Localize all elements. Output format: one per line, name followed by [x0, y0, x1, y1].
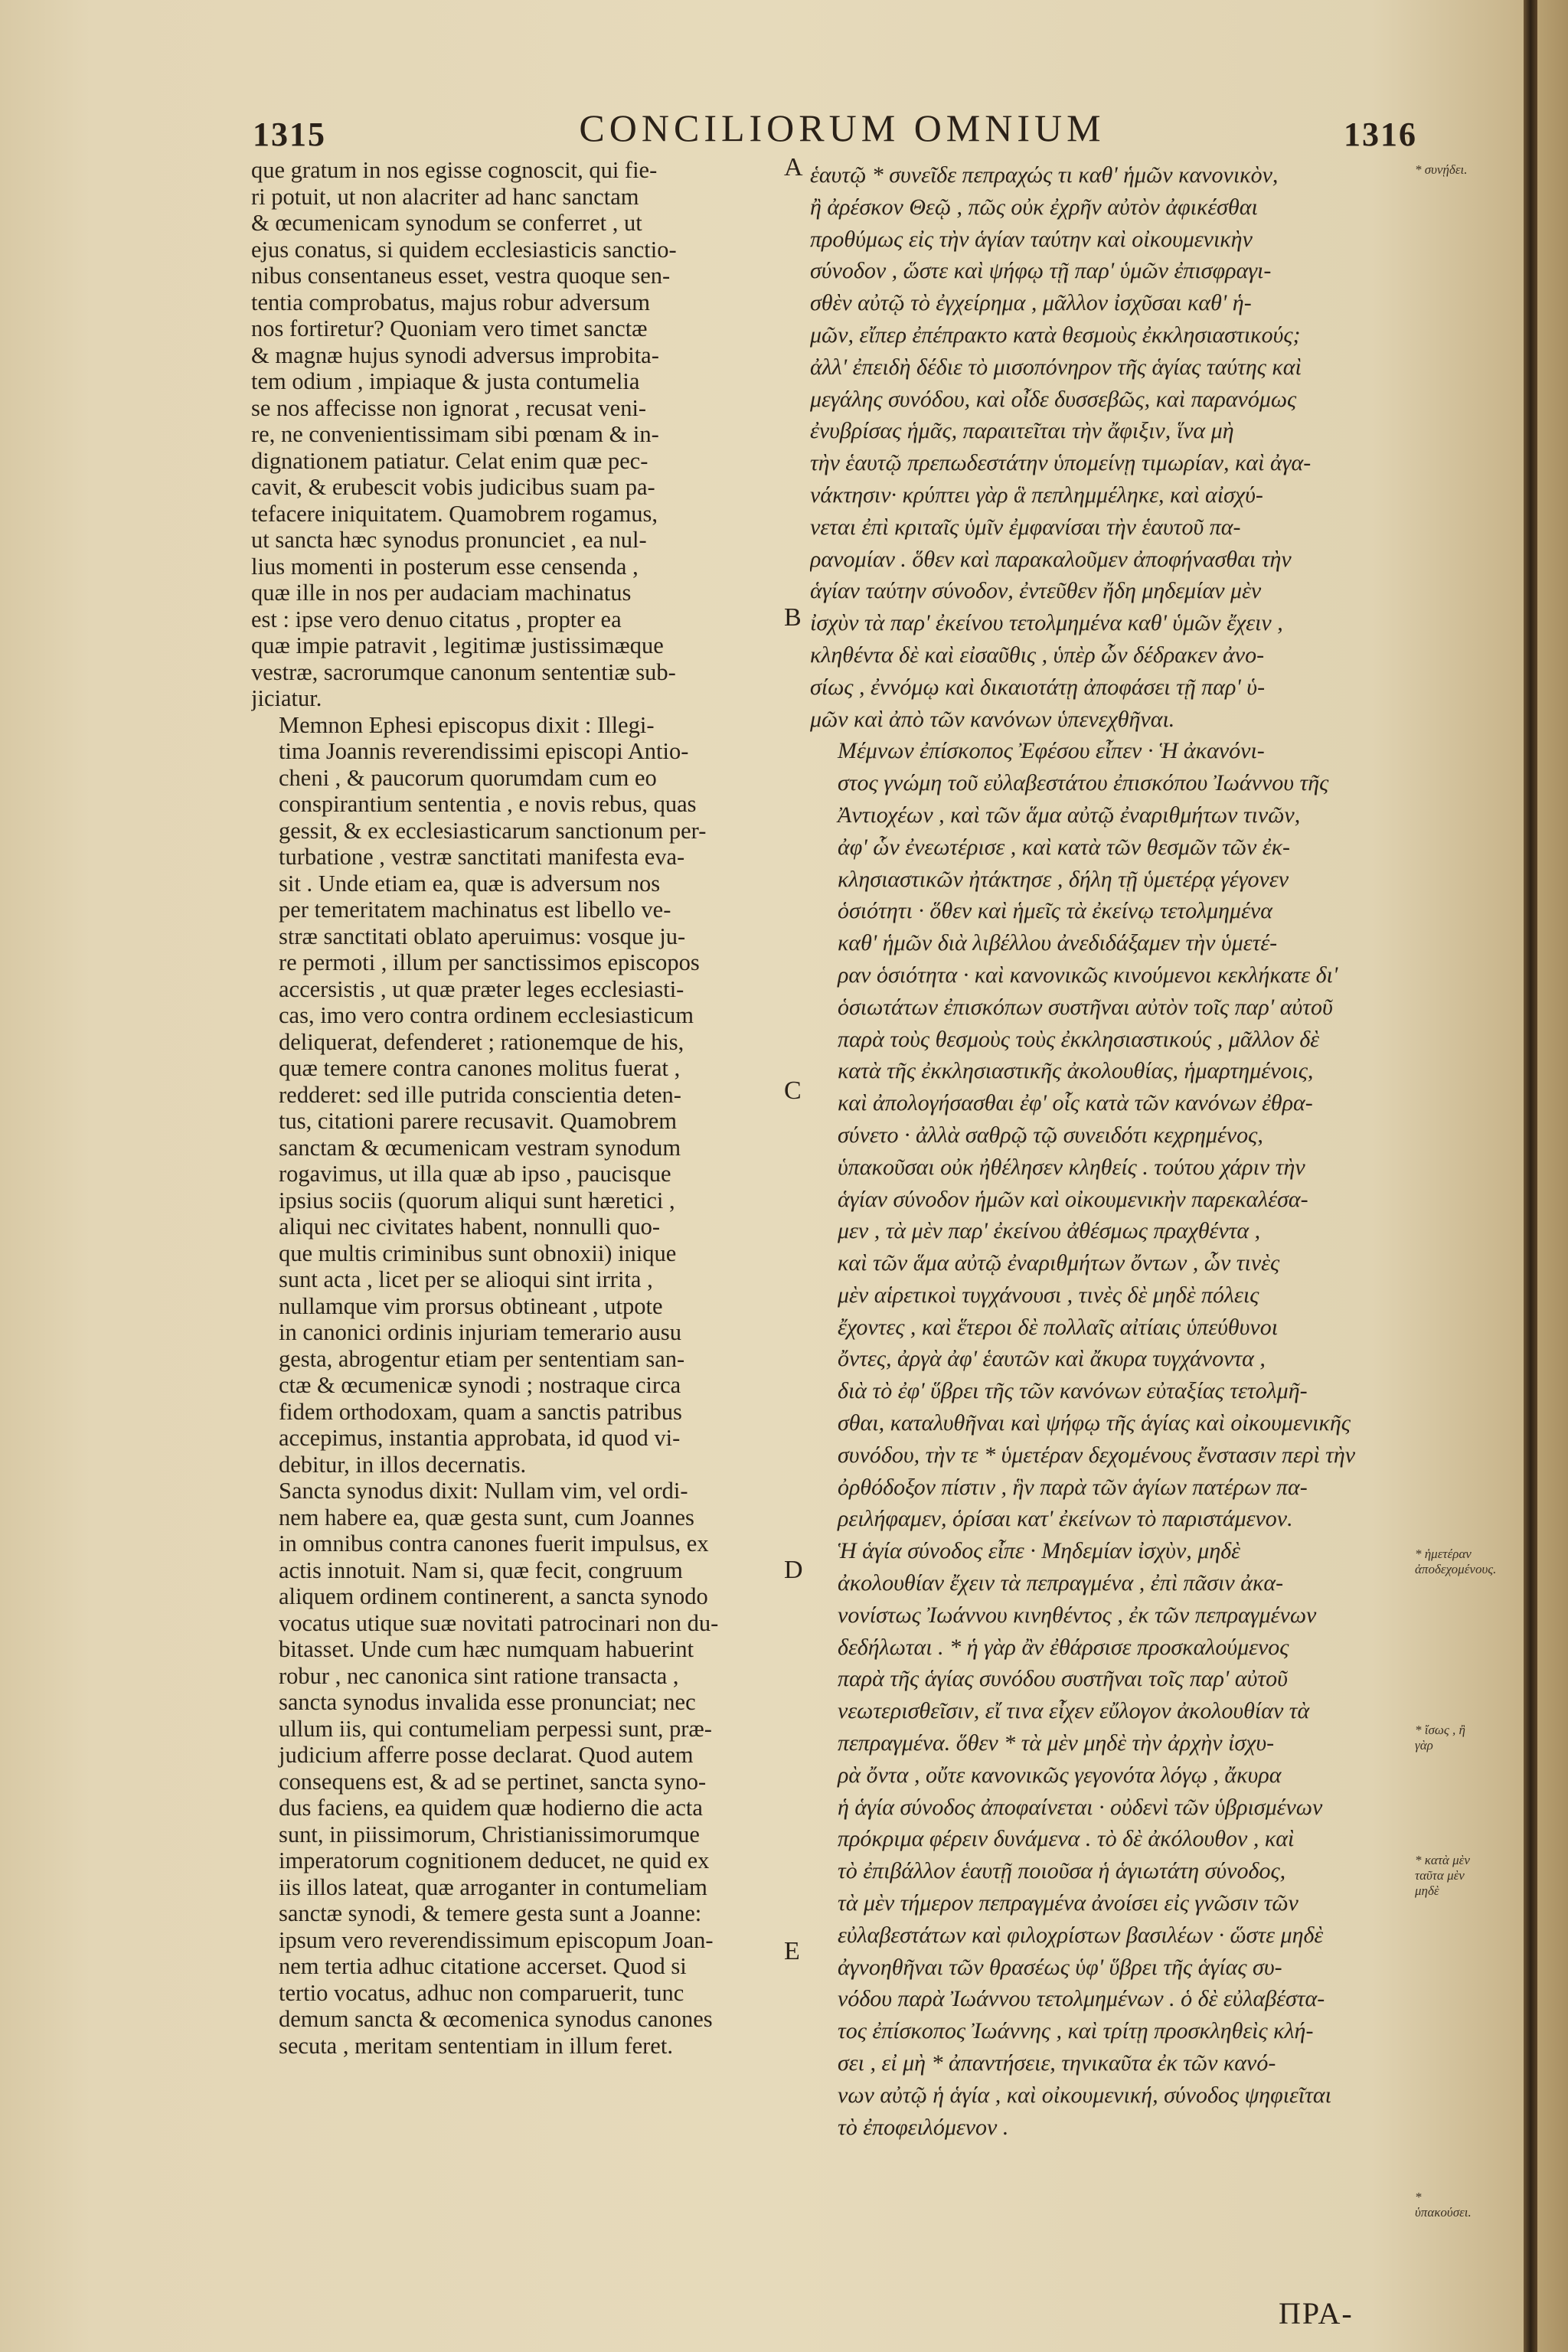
text-line: καθ' ἡμῶν διὰ λιβέλλου ἀνεδιδάξαμεν τὴν ὑμετέ-: [838, 930, 1278, 956]
text-line: ὄντες, ἀργὰ ἀφ' ἑαυτῶν καὶ ἄκυρα τυγχάνοντα ,: [838, 1346, 1266, 1372]
greek-paragraph: [810, 735, 1407, 1535]
text-line: νάκτησιν· κρύπτει γὰρ ἃ πεπλημμέληκε, καὶ αἰσχύ-: [810, 482, 1263, 508]
text-line: judicium afferre posse declarat. Quod autem: [279, 1742, 694, 1768]
text-line: καὶ τῶν ἅμα αὐτῷ ἐναριθμήτων ὄντων , ὧν τινὲς: [838, 1250, 1280, 1276]
text-line: διὰ τὸ ἐφ' ὕβρει τῆς τῶν κανόνων εὐταξίας τετολμῆ-: [838, 1378, 1308, 1404]
text-line: δεδήλωται . * ἡ γὰρ ἂν ἐθάρσισε προσκαλούμενος: [838, 1634, 1289, 1660]
text-line: Μέμνων ἐπίσκοπος Ἐφέσου εἶπεν · Ἡ ἀκανόνι-: [838, 738, 1265, 764]
text-line: stræ sanctitati oblato aperuimus: vosque ju-: [279, 923, 686, 949]
text-line: re, ne convenientissimam sibi pœnam & in-: [251, 421, 659, 447]
text-line: ἀφ' ὧν ἐνεωτέρισε , καὶ κατὰ τῶν θεσμῶν τῶν ἐκ-: [838, 834, 1291, 860]
text-line: τὸ ἐπιβάλλον ἑαυτῇ ποιοῦσα ἡ ἁγιωτάτη σύνοδος,: [838, 1858, 1286, 1884]
text-line: nullamque vim prorsus obtineant , utpote: [279, 1292, 663, 1319]
text-line: tus, citationi parere recusavit. Quamobrem: [279, 1108, 678, 1134]
text-line: actis innotuit. Nam si, quæ fecit, congruum: [279, 1557, 683, 1583]
text-line: καὶ ἀπολογήσασθαι ἐφ' οἷς κατὰ τῶν κανόνων ἐθρα-: [838, 1090, 1313, 1116]
section-marker-e: E: [784, 1937, 800, 1965]
text-line: cas, imo vero contra ordinem ecclesiasticum: [279, 1002, 694, 1028]
text-line: μῶν καὶ ἀπὸ τῶν κανόνων ὑπενεχθῆναι.: [810, 706, 1175, 732]
text-line: μεν , τὰ μὲν παρ' ἐκείνου ἀθέσμως πραχθέντα ,: [838, 1218, 1261, 1244]
text-line: consequens est, & ad se pertinet, sancta syno-: [279, 1768, 707, 1795]
text-line: jiciatur.: [251, 685, 322, 711]
text-line: debitur, in illos decernatis.: [279, 1451, 527, 1478]
text-line: ἢ ἀρέσκον Θεῷ , πῶς οὐκ ἐχρῆν αὐτὸν ἀφικέσθαι: [810, 194, 1258, 220]
text-line: dignationem patiatur. Celat enim quæ pec-: [251, 447, 648, 474]
text-line: vestræ, sacrorumque canonum sententiæ sub-: [251, 658, 676, 685]
text-line: ri potuit, ut non alacriter ad hanc sanctam: [251, 183, 639, 210]
text-line: rogavimus, ut illa quæ ab ipso , paucisque: [279, 1161, 671, 1187]
section-marker-d: D: [784, 1556, 803, 1584]
text-line: εὐλαβεστάτων καὶ φιλοχρίστων βασιλέων · ὥστε μηδὲ: [838, 1922, 1324, 1948]
text-line: σίως , ἐννόμῳ καὶ δικαιοτάτῃ ἀποφάσει τῇ παρ' ὑ-: [810, 674, 1266, 700]
text-line: ἁγίαν σύνοδον ἡμῶν καὶ οἰκουμενικὴν παρεκαλέσα-: [838, 1186, 1308, 1212]
margin-note: * ὑπακούσει.: [1415, 2190, 1472, 2220]
text-line: ejus conatus, si quidem ecclesiasticis sanctio-: [251, 236, 677, 263]
text-line: σύνοδον , ὥστε καὶ ψήφῳ τῇ παρ' ὑμῶν ἐπισφραγι-: [810, 258, 1272, 284]
text-line: cheni , & paucorum quorumdam cum eo: [279, 764, 657, 791]
greek-column: [810, 159, 1407, 2143]
text-line: ἀκολουθίαν ἔχειν τὰ πεπραγμένα , ἐπὶ πᾶσιν ἀκα-: [838, 1570, 1284, 1596]
text-line: iis illos lateat, quæ arroganter in contumeliam: [279, 1873, 707, 1900]
text-line: bitasset. Unde cum hæc numquam habuerint: [279, 1636, 694, 1662]
text-line: ipsum vero reverendissimum episcopum Joan-: [279, 1926, 714, 1953]
latin-paragraph: [251, 712, 787, 1478]
text-line: sanctæ synodi, & temere gesta sunt a Joanne:: [279, 1900, 702, 1926]
text-line: gesta, abrogentur etiam per sententiam san-: [279, 1345, 685, 1372]
text-line: ctæ & œcumenicæ synodi ; nostraque circa: [279, 1372, 681, 1398]
text-line: cavit, & erubescit vobis judicibus suam pa-: [251, 474, 655, 500]
text-line: sunt, in piissimorum, Christianissimorumque: [279, 1821, 700, 1847]
text-line: κλησιαστικῶν ἠτάκτησε , δήλη τῇ ὑμετέρᾳ γέγονεν: [838, 866, 1289, 892]
text-line: lius momenti in posterum esse censenda ,: [251, 553, 639, 580]
text-line: ὁσιωτάτων ἐπισκόπων συστῆναι αὐτὸν τοῖς παρ' αὐτοῦ: [838, 994, 1333, 1020]
latin-paragraph: [251, 157, 787, 712]
text-line: que multis criminibus sunt obnoxii) inique: [279, 1240, 677, 1266]
text-line: ἰσχὺν τὰ παρ' ἐκείνου τετολμημένα καθ' ὑμῶν ἔχειν ,: [810, 610, 1283, 636]
text-line: & magnæ hujus synodi adversus improbita-: [251, 341, 659, 368]
page-number-left: 1315: [253, 116, 326, 153]
text-line: νόδου παρὰ Ἰωάννου τετολμημένων . ὁ δὲ εὐλαβέστα-: [838, 1986, 1325, 2012]
text-line: ὁσιότητι · ὅθεν καὶ ἡμεῖς τὰ ἐκείνῳ τετολμημένα: [838, 898, 1272, 924]
text-line: per temeritatem machinatus est libello ve-: [279, 897, 671, 923]
text-line: τὴν ἑαυτῷ πρεπωδεστάτην ὑπομείνῃ τιμωρίαν, καὶ ἀγα-: [810, 450, 1312, 476]
text-line: ἀγνοηθῆναι τῶν θρασέως ὑφ' ὕβρει τῆς ἁγίας συ-: [838, 1954, 1282, 1980]
text-line: μεγάλης συνόδου, καὶ οἶδε δυσσεβῶς, καὶ παρανόμως: [810, 386, 1297, 412]
text-line: ut sancta hæc synodus pronunciet , ea nul-: [251, 527, 647, 553]
text-line: quæ temere contra canones molitus fuerat ,: [279, 1055, 681, 1081]
section-marker-a: A: [784, 153, 803, 181]
text-line: ἔχοντες , καὶ ἕτεροι δὲ πολλαῖς αἰτίαις ὑπεύθυνοι: [838, 1314, 1279, 1340]
text-line: προθύμως εἰς τὴν ἁγίαν ταύτην καὶ οἰκουμενικὴν: [810, 226, 1253, 252]
text-line: tentia comprobatus, majus robur adversum: [251, 289, 650, 315]
text-line: ἑαυτῷ * συνεῖδε πεπραχώς τι καθ' ἡμῶν κανονικὸν,: [810, 162, 1279, 188]
text-line: in omnibus contra canones fuerit impulsus, ex: [279, 1530, 709, 1557]
text-line: νεωτερισθεῖσιν, εἴ τινα εἶχεν εὔλογον ἀκολουθίαν τὰ: [838, 1698, 1310, 1724]
text-line: nem tertia adhuc citatione accerset. Quod si: [279, 1953, 687, 1979]
text-line: in canonici ordinis injuriam temerario ausu: [279, 1319, 681, 1345]
text-line: turbatione , vestræ sanctitati manifesta eva-: [279, 844, 685, 870]
text-line: accepimus, instantia approbata, id quod vi-: [279, 1425, 681, 1451]
text-line: que gratum in nos egisse cognoscit, qui fie-: [251, 157, 658, 183]
margin-note: * συνῄδει.: [1415, 162, 1468, 177]
latin-column: [251, 157, 787, 2059]
text-line: est : ipse vero denuo citatus , propter ea: [251, 606, 622, 632]
text-line: Ἡ ἁγία σύνοδος εἶπε · Μηδεμίαν ἰσχὺν, μηδὲ: [838, 1538, 1240, 1564]
text-line: redderet: sed ille putrida conscientia deten-: [279, 1081, 681, 1108]
text-line: ὑπακοῦσαι οὐκ ἠθέλησεν κληθείς . τούτου χάριν τὴν: [838, 1154, 1305, 1180]
text-line: ρὰ ὄντα , οὔτε κανονικῶς γεγονότα λόγῳ , ἄκυρα: [838, 1762, 1282, 1788]
text-line: quæ ille in nos per audaciam machinatus: [251, 580, 632, 606]
text-line: gessit, & ex ecclesiasticarum sanctionum per-: [279, 817, 707, 844]
text-line: ὀρθόδοξον πίστιν , ἣν παρὰ τῶν ἁγίων πατέρων πα-: [838, 1474, 1308, 1500]
text-line: nibus consentaneus esset, vestra quoque sen-: [251, 263, 671, 289]
text-line: tem odium , impiaque & justa contumelia: [251, 368, 640, 394]
text-line: vocatus utique suæ novitati patrocinari non du-: [279, 1609, 719, 1636]
text-line: πεπραγμένα. ὅθεν * τὰ μὲν μηδὲ τὴν ἀρχὴν ἰσχυ-: [838, 1730, 1275, 1756]
text-line: deliquerat, defenderet ; rationemque de his,: [279, 1028, 684, 1055]
text-line: τὰ μὲν τήμερον πεπραγμένα ἀνοίσει εἰς γνῶσιν τῶν: [838, 1890, 1298, 1916]
text-line: re permoti , illum per sanctissimos episcopos: [279, 949, 700, 975]
adjacent-page-edge: [1537, 0, 1568, 2352]
text-line: Ἀντιοχέων , καὶ τῶν ἅμα αὐτῷ ἐναριθμήτων τινῶν,: [838, 802, 1301, 828]
text-line: ραν ὁσιότητα · καὶ κανονικῶς κινούμενοι κεκλήκατε δι': [838, 962, 1338, 988]
text-line: πρόκριμα φέρειν δυνάμενα . τὸ δὲ ἀκόλουθον , καὶ: [838, 1826, 1295, 1852]
text-line: conspirantium sententia , e novis rebus, quas: [279, 791, 697, 817]
text-line: sancta synodus invalida esse pronunciat; nec: [279, 1689, 696, 1715]
text-line: nem habere ea, quæ gesta sunt, cum Joannes: [279, 1504, 694, 1530]
text-line: παρὰ τοὺς θεσμοὺς τοὺς ἐκκλησιαστικούς , μᾶλλον δὲ: [838, 1026, 1320, 1052]
text-line: ἁγίαν ταύτην σύνοδον, ἐντεῦθεν ἤδη μηδεμίαν μὲν: [810, 578, 1262, 604]
text-line: σθὲν αὐτῷ τὸ ἐγχείρημα , μᾶλλον ἰσχῦσαι καθ' ἡ-: [810, 290, 1252, 316]
text-line: sunt acta , licet per se alioqui sint irrita ,: [279, 1266, 653, 1292]
text-line: dus faciens, ea quidem quæ hodierno die acta: [279, 1795, 703, 1821]
text-line: παρὰ τῆς ἁγίας συνόδου συστῆναι τοῖς παρ' αὐτοῦ: [838, 1666, 1288, 1692]
text-line: στος γνώμη τοῦ εὐλαβεστάτου ἐπισκόπου Ἰωάννου τῆς: [838, 770, 1329, 796]
text-line: aliquem ordinem continerent, a sancta synodo: [279, 1583, 708, 1609]
text-line: robur , nec canonica sint ratione transacta ,: [279, 1662, 679, 1689]
text-line: τος ἐπίσκοπος Ἰωάννης , καὶ τρίτῃ προσκληθεὶς κλή-: [838, 2018, 1314, 2044]
text-line: νονίστως Ἰωάννου κινηθέντος , ἐκ τῶν πεπραγμένων: [838, 1602, 1317, 1628]
text-line: κατὰ τῆς ἐκκλησιαστικῆς ἀκολουθίας, ἡμαρτημένοις,: [838, 1058, 1314, 1084]
text-line: κληθέντα δὲ καὶ εἰσαῦθις , ὑπὲρ ὧν δέδρακεν ἀνο-: [810, 642, 1265, 668]
margin-note: * ἡμετέραν ἀποδεχομένους.: [1415, 1547, 1497, 1576]
text-line: ἐνυβρίσας ἡμᾶς, παραιτεῖται τὴν ἄφιξιν, ἵνα μὴ: [810, 418, 1234, 444]
text-line: σύνετο · ἀλλὰ σαθρῷ τῷ συνειδότι κεχρημένος,: [838, 1122, 1263, 1148]
text-line: ἀλλ' ἐπειδὴ δέδιε τὸ μισοπόνηρον τῆς ἁγίας ταύτης καὶ: [810, 354, 1302, 380]
text-line: μῶν, εἴπερ ἐπέπρακτο κατὰ θεσμοὺς ἐκκλησιαστικούς;: [810, 322, 1301, 348]
text-line: Memnon Ephesi episcopus dixit : Illegi-: [279, 711, 655, 738]
text-line: quæ impie patravit , legitimæ justissimæque: [251, 632, 664, 658]
text-line: secuta , meritam sententiam in illum feret.: [279, 2032, 673, 2059]
text-line: nos fortiretur? Quoniam vero timet sanctæ: [251, 315, 648, 341]
section-marker-b: B: [784, 603, 802, 632]
greek-paragraph: [810, 159, 1407, 735]
book-gutter: [1524, 0, 1537, 2352]
text-line: sit . Unde etiam ea, quæ is adversum nos: [279, 870, 661, 897]
text-line: ipsius sociis (quorum aliqui sunt hæretici ,: [279, 1187, 675, 1214]
text-line: ρειλήφαμεν, ὁρίσαι κατ' ἐκείνων τὸ παριστάμενον.: [838, 1506, 1293, 1532]
text-line: ἡ ἁγία σύνοδος ἀποφαίνεται · οὐδενὶ τῶν ὑβρισμένων: [838, 1794, 1323, 1820]
greek-paragraph: [810, 1535, 1407, 2143]
text-line: μὲν αἱρετικοὶ τυγχάνουσι , τινὲς δὲ μηδὲ πόλεις: [838, 1282, 1259, 1308]
text-line: συνόδου, τὴν τε * ὑμετέραν δεχομένους ἔνστασιν περὶ τὴν: [838, 1442, 1356, 1468]
text-line: tertio vocatus, adhuc non comparuerit, tunc: [279, 1979, 684, 2006]
text-line: imperatorum cognitionem deducet, ne quid ex: [279, 1847, 710, 1873]
text-line: demum sancta & œcomenica synodus canones: [279, 2006, 713, 2032]
margin-note: * ἴσως , ἢ γὰρ: [1415, 1723, 1465, 1753]
text-line: Sancta synodus dixit: Nullam vim, vel ordi-: [279, 1478, 688, 1504]
text-line: νων αὐτῷ ἡ ἁγία , καὶ οἰκουμενική, σύνοδος ψηφιεῖται: [838, 2082, 1331, 2108]
text-line: tima Joannis reverendissimi episcopi Antio-: [279, 738, 689, 764]
text-line: fidem orthodoxam, quam a sanctis patribus: [279, 1398, 682, 1425]
text-line: τὸ ἐποφειλόμενον .: [838, 2114, 1009, 2140]
text-line: tefacere iniquitatem. Quamobrem rogamus,: [251, 500, 658, 527]
text-line: se nos affecisse non ignorat , recusat veni-: [251, 394, 647, 421]
text-line: νεται ἐπὶ κριταῖς ὑμῖν ἐμφανίσαι τὴν ἑαυτοῦ πα-: [810, 514, 1241, 540]
text-line: & œcumenicam synodum se conferret , ut: [251, 210, 642, 236]
section-marker-c: C: [784, 1076, 802, 1105]
catchword: ΠΡΑ-: [1279, 2296, 1354, 2331]
text-line: ρανομίαν . ὅθεν καὶ παρακαλοῦμεν ἀποφήνασθαι τὴν: [810, 546, 1292, 572]
latin-paragraph: [251, 1478, 787, 2059]
text-line: aliqui nec civitates habent, nonnulli quo-: [279, 1214, 661, 1240]
page-number-right: 1316: [1344, 116, 1417, 153]
text-line: σει , εἰ μὴ * ἀπαντήσειε, τηνικαῦτα ἐκ τῶν κανό-: [838, 2050, 1276, 2076]
text-line: accersistis , ut quæ præter leges ecclesiasti-: [279, 975, 684, 1002]
text-line: ullum iis, qui contumeliam perpessi sunt, præ-: [279, 1715, 712, 1742]
text-line: sanctam & œcumenicam vestram synodum: [279, 1134, 681, 1161]
margin-note: * κατὰ μὲν ταῦτα μὲν μηδὲ: [1415, 1853, 1470, 1898]
running-title: CONCILIORUM OMNIUM: [579, 106, 1106, 149]
text-line: σθαι, καταλυθῆναι καὶ ψήφῳ τῆς ἁγίας καὶ οἰκουμενικῆς: [838, 1410, 1351, 1436]
